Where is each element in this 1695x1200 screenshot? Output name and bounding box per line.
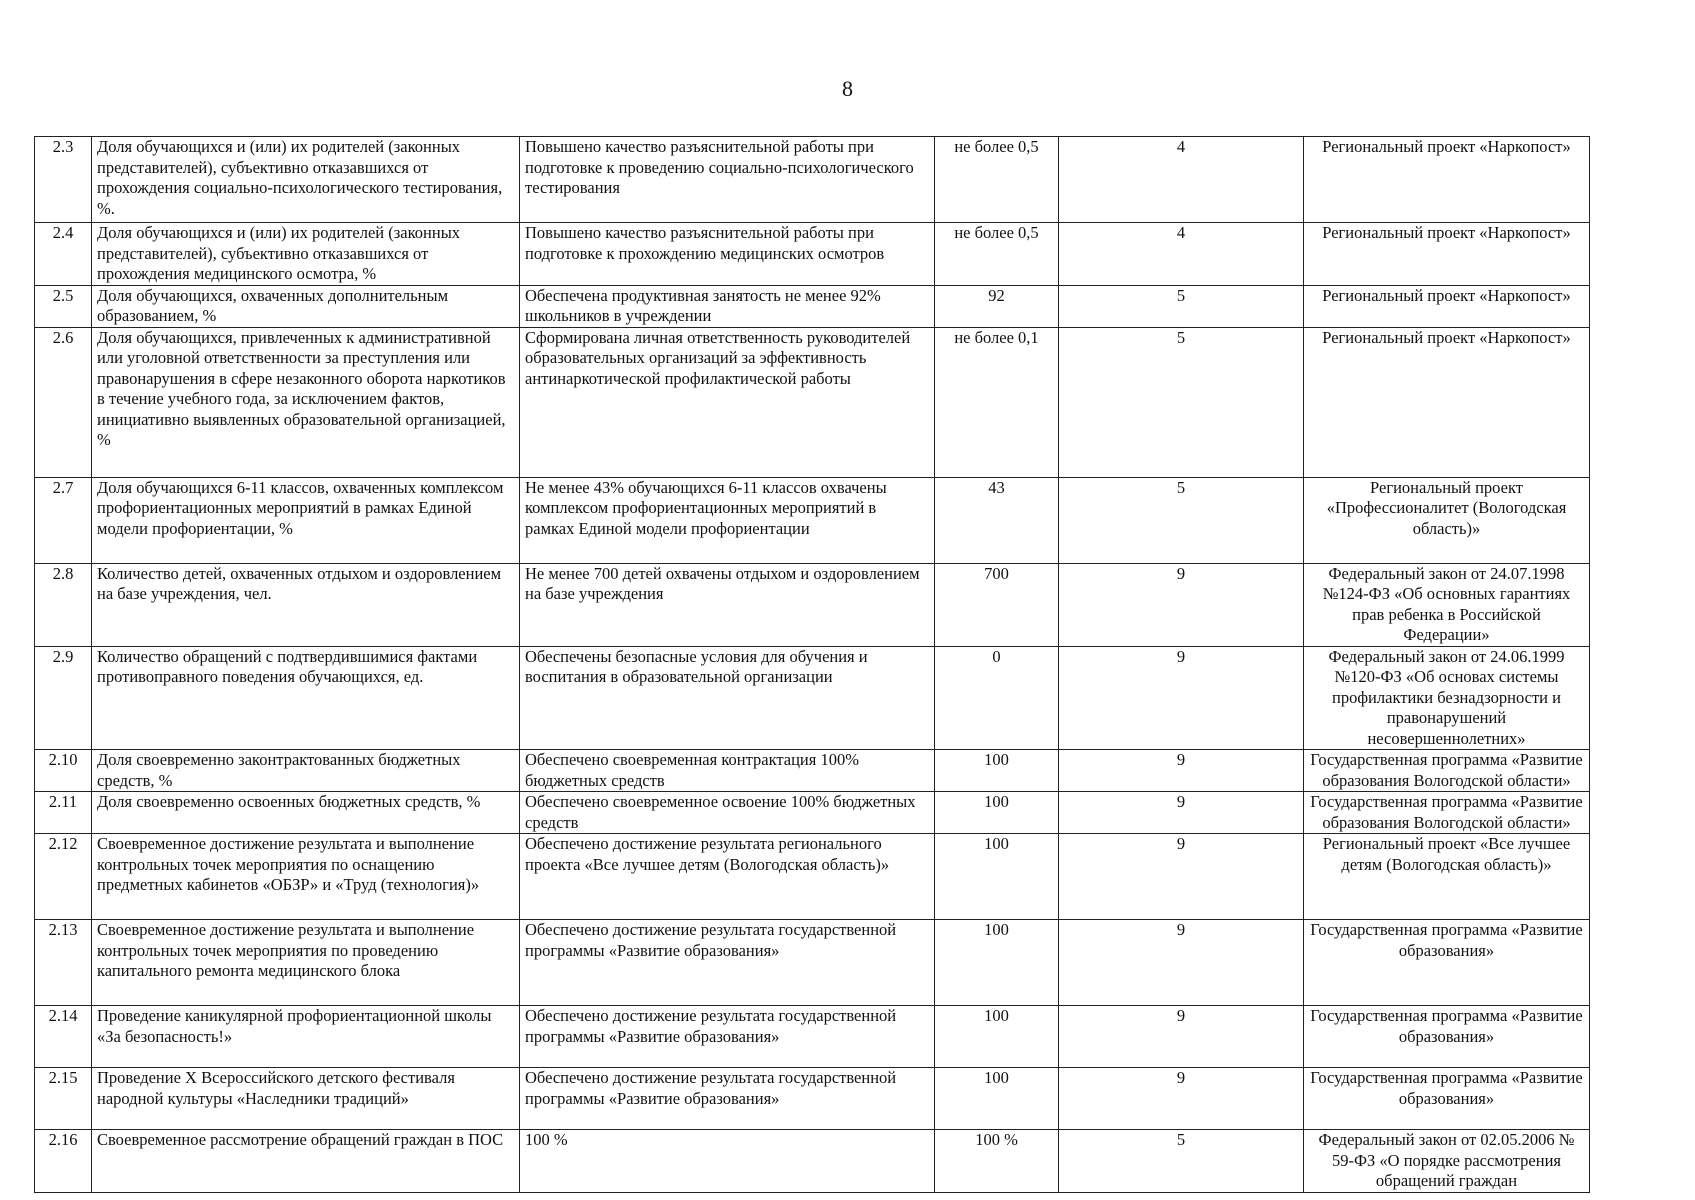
result-cell: Повышено качество разъяснительной работы при подготовке к прохождению медицинских осмотров [520, 223, 935, 286]
table-row [35, 563, 1590, 646]
points-cell: 4 [1059, 223, 1304, 286]
target-value-cell: 100 % [935, 1130, 1059, 1193]
indicator-cell: Своевременное рассмотрение обращений граждан в ПОС [92, 1130, 520, 1193]
table-row [35, 792, 1590, 834]
source-cell: Региональный проект «Все лучшее детям (Вологодская область)» [1304, 834, 1590, 920]
source-cell: Государственная программа «Развитие образования» [1304, 1068, 1590, 1130]
target-value-cell: не более 0,5 [935, 137, 1059, 223]
indicator-cell: Количество обращений с подтвердившимися фактами противоправного поведения обучающихся, ед. [92, 646, 520, 750]
indicator-cell: Проведение каникулярной профориентационной школы «За безопасность!» [92, 1006, 520, 1068]
source-cell: Региональный проект «Наркопост» [1304, 327, 1590, 477]
indicator-cell: Доля своевременно законтрактованных бюджетных средств, % [92, 750, 520, 792]
points-cell: 5 [1059, 477, 1304, 563]
source-cell: Государственная программа «Развитие образования Вологодской области» [1304, 750, 1590, 792]
points-cell: 9 [1059, 792, 1304, 834]
points-cell: 4 [1059, 137, 1304, 223]
indicator-cell: Доля обучающихся 6-11 классов, охваченных комплексом профориентационных мероприятий в рамках Единой модели профориентации, % [92, 477, 520, 563]
result-cell: Не менее 700 детей охвачены отдыхом и оздоровлением на базе учреждения [520, 563, 935, 646]
source-cell: Федеральный закон от 02.05.2006 № 59-ФЗ «О порядке рассмотрения обращений граждан [1304, 1130, 1590, 1193]
source-cell: Региональный проект «Наркопост» [1304, 223, 1590, 286]
source-cell: Региональный проект «Наркопост» [1304, 285, 1590, 327]
row-number: 2.7 [35, 477, 92, 563]
target-value-cell: 100 [935, 792, 1059, 834]
result-cell: Повышено качество разъяснительной работы при подготовке к проведению социально-психологического тестирования [520, 137, 935, 223]
table-row [35, 1068, 1590, 1130]
result-cell: Сформирована личная ответственность руководителей образовательных организаций за эффективность антинаркотической профилактической работы [520, 327, 935, 477]
target-value-cell: 100 [935, 920, 1059, 1006]
source-cell: Государственная программа «Развитие образования Вологодской области» [1304, 792, 1590, 834]
indicator-cell: Количество детей, охваченных отдыхом и оздоровлением на базе учреждения, чел. [92, 563, 520, 646]
result-cell: Обеспечено своевременное освоение 100% бюджетных средств [520, 792, 935, 834]
table-row [35, 137, 1590, 223]
table-row [35, 223, 1590, 286]
table-row [35, 834, 1590, 920]
indicators-table [34, 136, 1590, 1193]
table-row [35, 1130, 1590, 1193]
source-cell: Федеральный закон от 24.06.1999 №120-ФЗ «Об основах системы профилактики безнадзорности и правонарушений несовершеннолетних» [1304, 646, 1590, 750]
result-cell: Обеспечена продуктивная занятость не менее 92% школьников в учреждении [520, 285, 935, 327]
points-cell: 9 [1059, 1006, 1304, 1068]
row-number: 2.3 [35, 137, 92, 223]
result-cell: Обеспечено достижение результата государственной программы «Развитие образования» [520, 1006, 935, 1068]
row-number: 2.16 [35, 1130, 92, 1193]
indicator-cell: Доля обучающихся и (или) их родителей (законных представителей), субъективно отказавшихся от прохождения социально-психологического тестирования, %. [92, 137, 520, 223]
row-number: 2.8 [35, 563, 92, 646]
points-cell: 9 [1059, 920, 1304, 1006]
table-row [35, 327, 1590, 477]
indicator-cell: Доля обучающихся, привлеченных к административной или уголовной ответственности за преступления или правонарушения в сфере незаконного оборота наркотиков в течение учебного года, за исключением фактов, инициативно выявленных образовательной организацией, % [92, 327, 520, 477]
row-number: 2.9 [35, 646, 92, 750]
result-cell: Обеспечены безопасные условия для обучения и воспитания в образовательной организации [520, 646, 935, 750]
points-cell: 9 [1059, 750, 1304, 792]
table-row [35, 285, 1590, 327]
indicator-cell: Доля обучающихся и (или) их родителей (законных представителей), субъективно отказавшихся от прохождения медицинского осмотра, % [92, 223, 520, 286]
row-number: 2.10 [35, 750, 92, 792]
table-row [35, 1006, 1590, 1068]
target-value-cell: 100 [935, 1006, 1059, 1068]
source-cell: Федеральный закон от 24.07.1998 №124-ФЗ «Об основных гарантиях прав ребенка в Российской Федерации» [1304, 563, 1590, 646]
target-value-cell: не более 0,5 [935, 223, 1059, 286]
row-number: 2.5 [35, 285, 92, 327]
target-value-cell: 100 [935, 750, 1059, 792]
target-value-cell: 43 [935, 477, 1059, 563]
row-number: 2.11 [35, 792, 92, 834]
indicator-cell: Проведение X Всероссийского детского фестиваля народной культуры «Наследники традиций» [92, 1068, 520, 1130]
points-cell: 9 [1059, 1068, 1304, 1130]
points-cell: 5 [1059, 285, 1304, 327]
target-value-cell: 700 [935, 563, 1059, 646]
target-value-cell: не более 0,1 [935, 327, 1059, 477]
indicator-cell: Доля обучающихся, охваченных дополнительным образованием, % [92, 285, 520, 327]
points-cell: 9 [1059, 834, 1304, 920]
row-number: 2.13 [35, 920, 92, 1006]
table-row [35, 646, 1590, 750]
indicator-cell: Своевременное достижение результата и выполнение контрольных точек мероприятия по проведению капитального ремонта медицинского блока [92, 920, 520, 1006]
source-cell: Государственная программа «Развитие образования» [1304, 920, 1590, 1006]
row-number: 2.6 [35, 327, 92, 477]
indicator-cell: Доля своевременно освоенных бюджетных средств, % [92, 792, 520, 834]
result-cell: Обеспечено достижение результата государственной программы «Развитие образования» [520, 1068, 935, 1130]
target-value-cell: 100 [935, 834, 1059, 920]
target-value-cell: 92 [935, 285, 1059, 327]
result-cell: Обеспечено достижение результата государственной программы «Развитие образования» [520, 920, 935, 1006]
points-cell: 9 [1059, 563, 1304, 646]
points-cell: 9 [1059, 646, 1304, 750]
table-row [35, 750, 1590, 792]
indicator-cell: Своевременное достижение результата и выполнение контрольных точек мероприятия по оснащению предметных кабинетов «ОБЗР» и «Труд (технология)» [92, 834, 520, 920]
result-cell: Обеспечено своевременная контрактация 100% бюджетных средств [520, 750, 935, 792]
result-cell: 100 % [520, 1130, 935, 1193]
points-cell: 5 [1059, 327, 1304, 477]
source-cell: Региональный проект «Профессионалитет (Вологодская область)» [1304, 477, 1590, 563]
target-value-cell: 0 [935, 646, 1059, 750]
source-cell: Региональный проект «Наркопост» [1304, 137, 1590, 223]
row-number: 2.14 [35, 1006, 92, 1068]
source-cell: Государственная программа «Развитие образования» [1304, 1006, 1590, 1068]
points-cell: 5 [1059, 1130, 1304, 1193]
target-value-cell: 100 [935, 1068, 1059, 1130]
table-row [35, 477, 1590, 563]
page-number: 8 [842, 76, 853, 101]
row-number: 2.12 [35, 834, 92, 920]
row-number: 2.15 [35, 1068, 92, 1130]
result-cell: Обеспечено достижение результата регионального проекта «Все лучшее детям (Вологодская область)» [520, 834, 935, 920]
table-row [35, 920, 1590, 1006]
row-number: 2.4 [35, 223, 92, 286]
result-cell: Не менее 43% обучающихся 6-11 классов охвачены комплексом профориентационных мероприятий в рамках Единой модели профориентации [520, 477, 935, 563]
